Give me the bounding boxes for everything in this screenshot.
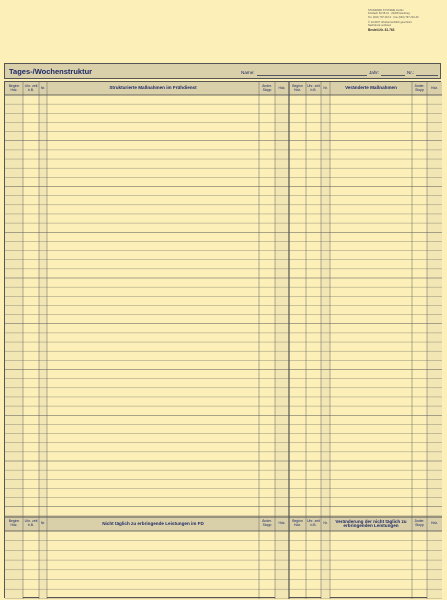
- header-begin: Beginn Hdz.: [292, 83, 303, 92]
- publisher-line: © 10.2007 Urheberrechtlich geschützt: [368, 20, 412, 24]
- publisher-line: Nachdruck verboten: [368, 24, 392, 28]
- header-change-stop: Änder. Stopp: [262, 519, 272, 527]
- header-change-stop: Änder. Stopp: [414, 519, 425, 527]
- header-change-stop: Änder. Stopp: [262, 83, 272, 92]
- publisher-line: Tel. (040) 797 210-0 · Fax (040) 797 210-40: [368, 15, 419, 19]
- header-non-daily-changes: Veränderung der nicht täglich zu erbringenden Leistungen: [335, 518, 407, 528]
- header-time: Uhr- zeit b.B.: [307, 83, 320, 92]
- header-hdz: Hdz.: [278, 85, 286, 90]
- header-hdz: Hdz.: [431, 521, 438, 526]
- title-bar: [4, 63, 441, 79]
- header-non-daily-services: Nicht täglich zu erbringende Leistungen im FD: [102, 520, 204, 526]
- header-begin: Beginn Hdz.: [8, 83, 20, 92]
- header-change-stop: Änder. Stopp: [414, 83, 425, 92]
- number-field[interactable]: [416, 75, 438, 76]
- form-title: Tages-/Wochenstruktur: [9, 67, 93, 76]
- header-hdz: Hdz.: [431, 85, 438, 90]
- name-label: Name:: [241, 70, 255, 75]
- header-nr: Nr.: [323, 521, 328, 526]
- header-time: Uhr- zeit b.B.: [307, 519, 320, 527]
- order-number: Bestell-Nr. 81.763: [368, 28, 395, 33]
- year-label: Jahr:: [369, 70, 380, 75]
- header-time: Uhr- zeit b.B.: [24, 83, 38, 92]
- number-label: Nr.:: [407, 70, 415, 75]
- header-hdz: Hdz.: [278, 521, 286, 526]
- header-changed-measures: Veränderte Maßnahmen: [345, 85, 397, 91]
- header-nr: Nr.: [40, 85, 46, 90]
- header-time: Uhr- zeit b.B.: [24, 519, 38, 527]
- header-nr: Nr.: [323, 85, 328, 90]
- schedule-form: [4, 81, 441, 598]
- header-nr: Nr.: [40, 521, 46, 526]
- publisher-line: STANDARD SYSTEME GmbH: [368, 9, 404, 12]
- name-field[interactable]: [257, 75, 367, 76]
- year-field[interactable]: [381, 75, 405, 76]
- publisher-info: [368, 9, 444, 33]
- publisher-line: Postfach 60 08 41 · 22208 Hamburg: [368, 12, 410, 16]
- header-begin: Beginn Hdz.: [8, 519, 20, 527]
- header-begin: Beginn Hdz.: [292, 519, 303, 527]
- header-structured-measures: Strukturierte Maßnahmen im Frühdienst: [109, 85, 197, 91]
